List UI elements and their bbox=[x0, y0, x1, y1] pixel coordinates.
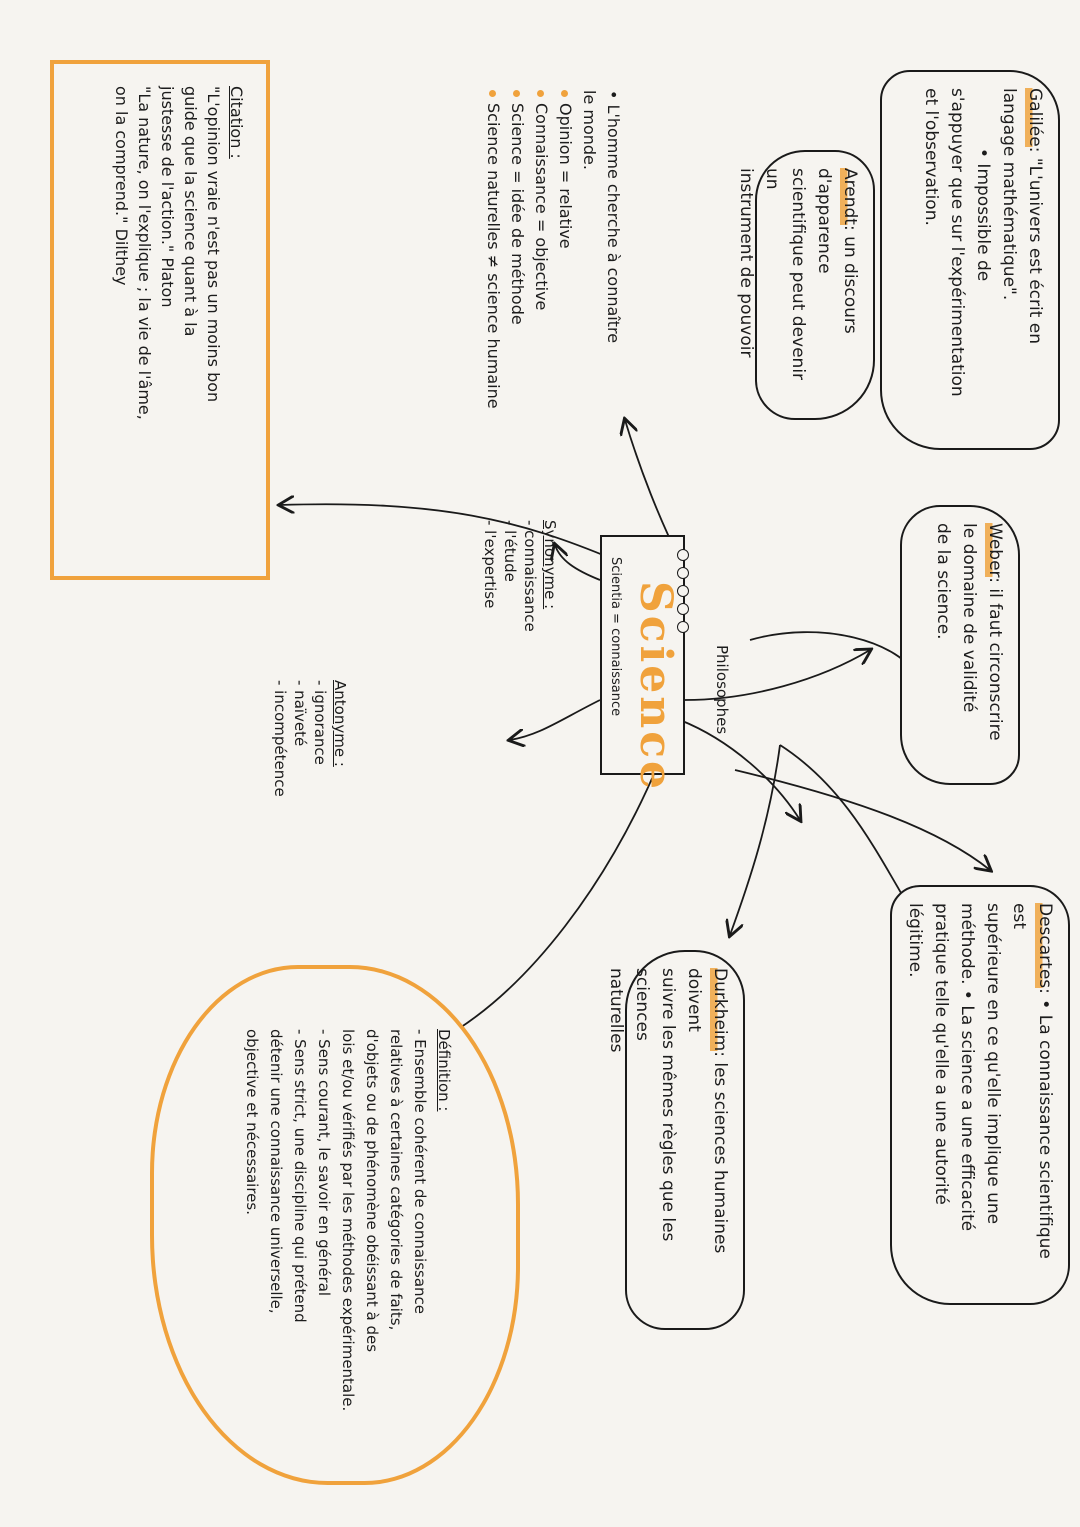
definition-text: - Sens courant, le savoir en général bbox=[315, 1029, 333, 1297]
ring-icon bbox=[677, 567, 689, 579]
descartes-text: pratique telle qu'elle a une autorité bbox=[931, 903, 951, 1205]
definition-heading: Définition : bbox=[435, 1029, 453, 1112]
definition-text: - Ensemble cohérent de connaissance bbox=[411, 1029, 429, 1315]
galilee-text: : "L'univers est écrit en bbox=[1025, 146, 1045, 345]
descartes-text: légitime. bbox=[905, 903, 925, 978]
homme-block bbox=[481, 90, 625, 470]
homme-item: Connaissance = objective bbox=[529, 90, 553, 470]
synonyme-item: - connaissance bbox=[521, 520, 539, 632]
synonyme-item: - l'étude bbox=[501, 520, 519, 582]
descartes-name: Descartes bbox=[1035, 903, 1055, 989]
durkheim-name: Durkheim bbox=[710, 968, 730, 1052]
citation-box bbox=[50, 60, 270, 580]
arendt-name: Arendt bbox=[840, 168, 860, 225]
link-weber bbox=[750, 632, 920, 680]
descartes-text: supérieure en ce qu'elle implique une bbox=[983, 903, 1003, 1225]
arendt-text: instrument de pouvoir bbox=[736, 168, 756, 358]
citation-text: guide que la science quant à la bbox=[181, 86, 200, 337]
galilee-text: langage mathématique". bbox=[999, 88, 1019, 301]
bullet-icon bbox=[489, 90, 496, 97]
link-antonyme bbox=[510, 700, 600, 740]
durkheim-text: : les sciences humaines doivent bbox=[684, 968, 730, 1254]
link-citation bbox=[280, 504, 615, 560]
weber-text: : il faut circonscrire bbox=[985, 577, 1005, 741]
definition-oval bbox=[150, 965, 520, 1485]
weber-bubble bbox=[900, 505, 1020, 785]
descartes-text: méthode. • La science a une efficacité bbox=[957, 903, 977, 1232]
link-arendt bbox=[680, 720, 800, 820]
weber-text: le domaine de validité bbox=[959, 523, 979, 713]
galilee-text: • Impossible de bbox=[973, 148, 993, 282]
bullet-icon bbox=[513, 90, 520, 97]
antonyme-item: - incompétence bbox=[271, 680, 289, 797]
galilee-bubble bbox=[880, 70, 1060, 450]
citation-text: on la comprend." Dilthey bbox=[112, 86, 131, 286]
definition-text: lois et/ou vérifiés par les méthodes expérimentale. bbox=[339, 1029, 357, 1412]
durkheim-text: suivre les mêmes règles que les sciences bbox=[632, 968, 678, 1242]
definition-text: détenir une connaissance universelle, bbox=[267, 1029, 285, 1314]
descartes-bubble bbox=[890, 885, 1070, 1305]
homme-item: Opinion = relative bbox=[553, 90, 577, 470]
citation-text: justesse de l'action." Platon bbox=[158, 86, 177, 308]
ring-icon bbox=[677, 549, 689, 561]
definition-text: - Sens strict, une discipline qui prétend bbox=[291, 1029, 309, 1323]
weber-text: de la science. bbox=[933, 523, 953, 640]
durkheim-text: naturelles bbox=[606, 968, 626, 1053]
definition-text: objective et nécessaires. bbox=[243, 1029, 261, 1215]
descartes-text: : • La connaissance scientifique est bbox=[1009, 903, 1055, 1259]
citation-text: "La nature, on l'explique ; la vie de l'âme, bbox=[135, 86, 154, 420]
central-title: Science bbox=[630, 581, 681, 793]
central-subtitle: Scientia = connaissance bbox=[608, 557, 623, 717]
citation-heading: Citation : bbox=[227, 86, 246, 159]
homme-item: Science naturelles ≠ science humaine bbox=[481, 90, 505, 470]
homme-lead: le monde. bbox=[580, 90, 599, 170]
antonyme-block bbox=[270, 680, 350, 797]
galilee-text: s'appuyer que sur l'expérimentation bbox=[947, 88, 967, 397]
central-node bbox=[600, 535, 685, 793]
philosophes-label: Philosophes bbox=[713, 645, 731, 735]
galilee-name: Galilée bbox=[1025, 88, 1045, 147]
synonyme-heading: Synonyme : bbox=[541, 520, 559, 610]
arendt-text: scientifique peut devenir un bbox=[762, 168, 808, 381]
synonyme-block bbox=[480, 520, 560, 632]
definition-text: relatives à certaines catégories de faits, bbox=[387, 1029, 405, 1331]
bullet-icon bbox=[561, 90, 568, 97]
arendt-text: : un discours d'apparence bbox=[814, 168, 860, 334]
galilee-text: et l'observation. bbox=[921, 88, 941, 226]
definition-text: d'objets ou de phénomène obéissant à des bbox=[363, 1029, 381, 1353]
durkheim-bubble bbox=[606, 950, 745, 1330]
synonyme-item: - l'expertise bbox=[481, 520, 499, 609]
bullet-icon bbox=[537, 90, 544, 97]
citation-text: "L'opinion vraie n'est pas un moins bon bbox=[204, 86, 223, 403]
antonyme-item: - ignorance bbox=[311, 680, 329, 765]
homme-item: Science = idée de méthode bbox=[505, 90, 529, 470]
homme-lead: • L'homme cherche à connaître bbox=[604, 90, 623, 344]
antonyme-item: - naïveté bbox=[291, 680, 309, 747]
arendt-bubble bbox=[736, 150, 875, 420]
link-durkheim bbox=[730, 745, 780, 935]
antonyme-heading: Antonyme : bbox=[331, 680, 349, 767]
weber-name: Weber bbox=[985, 523, 1005, 578]
